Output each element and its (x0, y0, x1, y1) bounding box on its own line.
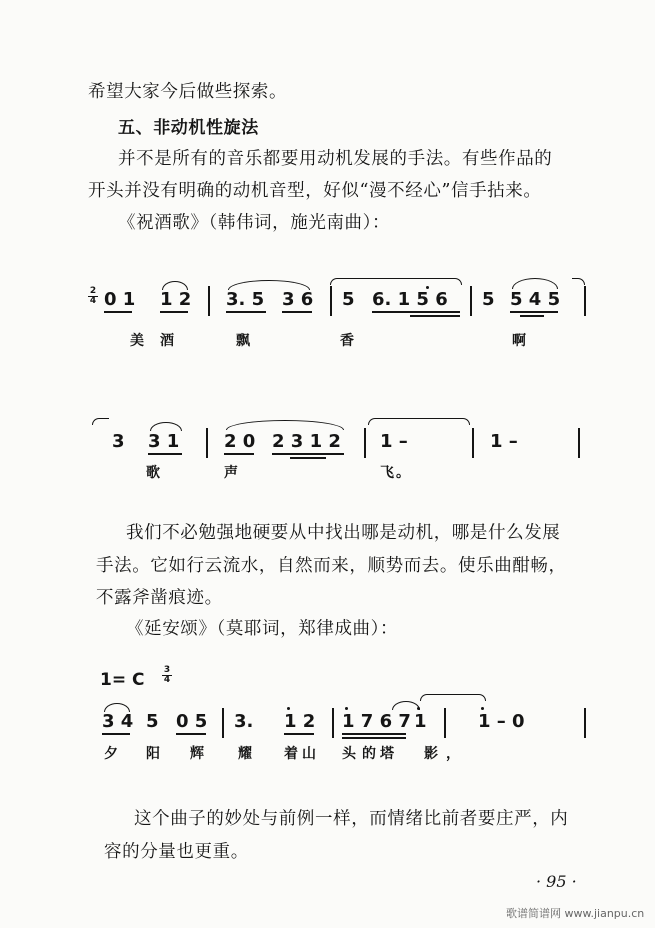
note-group: 5 4 5 (510, 289, 561, 310)
tie (368, 418, 470, 425)
slur (150, 422, 182, 431)
high-octave-dot (345, 707, 348, 710)
underline (176, 733, 206, 735)
example-2-title: 《延安颂》（莫耶词，郑律成曲）： (126, 619, 399, 639)
barline (584, 708, 586, 738)
lyric: 着 (284, 746, 298, 762)
slur (226, 420, 344, 430)
barline (332, 708, 334, 738)
lyric: 夕 (104, 746, 118, 762)
underline (224, 453, 254, 455)
paragraph-3-line-2: 容的分量也更重。 (104, 842, 249, 862)
barline (472, 428, 474, 458)
underline (282, 311, 312, 313)
lyric: 飞 (380, 465, 394, 481)
note-group: 3 4 (102, 711, 134, 732)
lyric: ， (446, 746, 460, 762)
note-group: 3 1 (148, 431, 180, 452)
slur (512, 278, 558, 289)
barline (470, 286, 472, 316)
lyric: 的 (362, 746, 376, 762)
barline (208, 286, 210, 316)
barline (444, 708, 446, 738)
paragraph-1-line-1: 并不是所有的音乐都要用动机发展的手法。有些作品的 (118, 149, 553, 169)
paragraph-2-line-3: 不露斧凿痕迹。 (96, 588, 223, 608)
lyric: 。 (396, 465, 410, 481)
slur (104, 703, 130, 712)
underline (290, 457, 326, 459)
lyric: 塔 (380, 746, 394, 762)
underline (160, 311, 188, 313)
lyric: 头 (342, 746, 356, 762)
note-group: 1 2 (284, 711, 316, 732)
paragraph-3-line-1: 这个曲子的妙处与前例一样，而情绪比前者要庄严，内 (134, 809, 569, 829)
high-octave-dot (481, 707, 484, 710)
note-group: 0 1 (104, 289, 136, 310)
tie (330, 278, 462, 285)
underline (102, 733, 130, 735)
note-group: 1 7 6 7 (342, 711, 411, 732)
note-group: 5 (482, 289, 495, 310)
note-group: 3 6 (282, 289, 314, 310)
paragraph-2-line-1: 我们不必勉强地硬要从中找出哪是动机，哪是什么发展 (126, 523, 561, 543)
underline (148, 453, 182, 455)
section-heading: 五、非动机性旋法 (118, 118, 259, 138)
note-group: 2 3 1 2 (272, 431, 341, 452)
underline (342, 733, 406, 735)
time-signature: $\frac{2}{4}$ (89, 286, 97, 306)
lyric: 飘 (236, 333, 250, 349)
note-group: 5 (146, 711, 159, 732)
lyric: 声 (224, 465, 238, 481)
underline (272, 453, 344, 455)
barline (222, 708, 224, 738)
barline (578, 428, 580, 458)
underline (510, 311, 558, 313)
slur (392, 701, 420, 710)
lyric: 阳 (146, 746, 160, 762)
tie (572, 278, 585, 285)
note-group: 2 0 (224, 431, 256, 452)
lyric: 耀 (238, 746, 252, 762)
underline (520, 315, 544, 317)
high-octave-dot (426, 286, 429, 289)
tie (92, 418, 109, 425)
lyric: 香 (340, 333, 354, 349)
note-group: 3. (234, 711, 254, 732)
underline (226, 311, 266, 313)
page-number: · 95 · (536, 872, 577, 891)
note-group: 1 – (490, 431, 518, 452)
lyric: 歌 (146, 465, 160, 481)
note-group: 5 (342, 289, 355, 310)
lyric: 影 (424, 746, 438, 762)
paragraph-1-line-2: 开头并没有明确的动机音型，好似“漫不经心”信手拈来。 (88, 181, 542, 201)
barline (584, 286, 586, 316)
underline (284, 733, 314, 735)
note-group: 3. 5 (226, 289, 265, 310)
lyric: 酒 (160, 333, 174, 349)
paragraph-2-line-2: 手法。它如行云流水，自然而来，顺势而去。使乐曲酣畅， (96, 556, 567, 576)
underline (410, 315, 460, 317)
note-group: 1 2 (160, 289, 192, 310)
barline (330, 286, 332, 316)
key-signature: 1= C (100, 670, 145, 690)
tie (420, 694, 486, 701)
slur (228, 280, 310, 290)
lyric: 啊 (512, 333, 526, 349)
note-group: 1 (414, 711, 427, 732)
lyric: 美 (130, 333, 144, 349)
lyric: 山 (302, 746, 316, 762)
example-1-title: 《祝酒歌》（韩伟词，施光南曲）： (118, 213, 391, 233)
note-group: 1 – 0 (478, 711, 525, 732)
underline (342, 737, 406, 739)
underline (104, 311, 132, 313)
lyric: 辉 (190, 746, 204, 762)
note-group: 0 5 (176, 711, 208, 732)
barline (206, 428, 208, 458)
time-signature: $\frac{3}{4}$ (163, 665, 171, 685)
note-group: 1 – (380, 431, 408, 452)
high-octave-dot (287, 707, 290, 710)
note-group: 3 (112, 431, 125, 452)
note-group: 6. 1 5 6 (372, 289, 448, 310)
underline (372, 311, 460, 313)
text-line-1: 希望大家今后做些探索。 (88, 82, 288, 102)
barline (364, 428, 366, 458)
watermark: 歌谱简谱网 www.jianpu.cn (506, 907, 645, 920)
slur (162, 281, 188, 290)
